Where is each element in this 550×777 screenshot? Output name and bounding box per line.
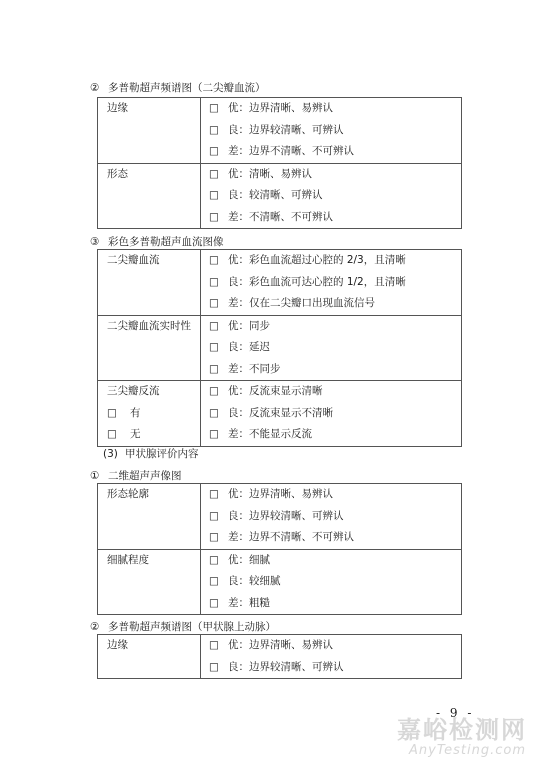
option-text: 良：较清晰、可辨认: [228, 189, 323, 201]
table-row: [98, 484, 462, 550]
watermark: [397, 716, 527, 758]
section-heading: [90, 80, 266, 95]
option-line: [209, 316, 461, 338]
checkbox[interactable]: □: [209, 596, 219, 609]
checkbox[interactable]: □: [209, 341, 219, 353]
page-number: - 9 -: [436, 706, 475, 720]
option-text: 差：不清晰、不可辨认: [228, 210, 333, 223]
option-text: 差：粗糙: [228, 596, 270, 609]
options-cell: [201, 163, 462, 229]
option-text: 良：较细腻: [228, 575, 281, 587]
heading-text: 彩色多普勒超声血流图像: [108, 236, 224, 248]
row-label-cell: [98, 163, 201, 229]
checkbox[interactable]: □: [107, 428, 117, 440]
option-text: 良：边界较清晰、可辨认: [228, 123, 344, 136]
checkbox[interactable]: □: [209, 406, 219, 419]
option-line: [209, 506, 461, 528]
checkbox[interactable]: □: [209, 145, 219, 157]
row-label: 二尖瓣血流实时性: [107, 319, 191, 332]
option-text: 差：不同步: [228, 362, 281, 375]
heading-text: 多普勒超声频谱图（甲状腺上动脉）: [108, 621, 276, 633]
row-label-cell: [98, 381, 201, 447]
heading-number: ②: [90, 621, 100, 633]
checkbox[interactable]: □: [209, 488, 219, 500]
option-text: 良：边界较清晰、可辨认: [228, 660, 344, 673]
table-row: [98, 635, 462, 679]
watermark-en: AnyTesting.com: [409, 743, 527, 758]
option-text: 优：彩色血流超过心腔的 2/3，且清晰: [228, 254, 406, 266]
row-label-cell: [98, 635, 201, 679]
checkbox[interactable]: □: [209, 297, 219, 309]
checkbox[interactable]: □: [209, 102, 219, 114]
option-text: 差：边界不清晰、不可辨认: [228, 531, 354, 543]
heading-number: ②: [90, 82, 100, 94]
option-text: 良：反流束显示不清晰: [228, 406, 333, 419]
row-label-cell: [98, 549, 201, 615]
option-text: 差：边界不清晰、不可辨认: [228, 145, 354, 157]
watermark-cn: 嘉峪检测网: [397, 716, 527, 744]
option-text: 良：延迟: [228, 341, 270, 353]
option-line: [209, 250, 461, 272]
checkbox[interactable]: □: [209, 639, 219, 651]
option-line: [209, 120, 461, 142]
options-cell: [201, 549, 462, 615]
sub-option-text: 有: [130, 406, 141, 419]
checkbox[interactable]: □: [209, 362, 219, 375]
section-heading: [90, 619, 276, 634]
row-label: 形态: [107, 167, 128, 180]
options-cell: [201, 484, 462, 550]
heading-number: ③: [90, 236, 100, 248]
section-heading: [90, 468, 182, 483]
checkbox[interactable]: □: [209, 123, 219, 136]
options-cell: [201, 635, 462, 679]
checkbox[interactable]: □: [209, 254, 219, 266]
option-text: 良：边界较清晰、可辨认: [228, 509, 344, 522]
checkbox[interactable]: □: [209, 210, 219, 223]
row-label: 形态轮廓: [107, 488, 149, 500]
table-row: [98, 98, 462, 164]
checkbox[interactable]: □: [209, 319, 219, 332]
row-label: 三尖瓣反流: [107, 385, 160, 397]
checkbox[interactable]: □: [209, 189, 219, 201]
option-text: 优：边界清晰、易辨认: [228, 639, 333, 651]
evaluation-table: [97, 634, 462, 679]
table-row: [98, 549, 462, 615]
option-line: [209, 593, 461, 615]
table-row: [98, 250, 462, 316]
checkbox[interactable]: □: [209, 275, 219, 288]
checkbox[interactable]: □: [209, 167, 219, 180]
option-line: [209, 403, 461, 425]
table-row: [98, 315, 462, 381]
row-label-cell: [98, 250, 201, 316]
table-row: [98, 381, 462, 447]
checkbox[interactable]: □: [209, 509, 219, 522]
option-text: 优：同步: [228, 319, 270, 332]
option-text: 优：反流束显示清晰: [228, 385, 323, 397]
option-line: [209, 141, 461, 163]
options-cell: [201, 381, 462, 447]
option-text: 良：彩色血流可达心腔的 1/2，且清晰: [228, 275, 406, 288]
row-label: 边缘: [107, 639, 128, 651]
option-line: [209, 207, 461, 229]
option-line: [209, 550, 461, 572]
sub-option-line: [107, 403, 200, 425]
row-label-cell: [98, 98, 201, 164]
option-text: 优：边界清晰、易辨认: [228, 102, 333, 114]
row-label-cell: [98, 484, 201, 550]
options-cell: [201, 315, 462, 381]
option-line: [209, 359, 461, 381]
option-line: [209, 337, 461, 359]
evaluation-table: [97, 483, 462, 615]
row-label-cell: [98, 315, 201, 381]
option-line: [209, 635, 461, 657]
option-line: [209, 657, 461, 679]
checkbox[interactable]: □: [209, 531, 219, 543]
option-line: [209, 293, 461, 315]
section-heading: [90, 234, 224, 249]
checkbox[interactable]: □: [209, 385, 219, 397]
heading-number: (3): [103, 448, 118, 460]
heading-number: ①: [90, 470, 100, 482]
checkbox[interactable]: □: [209, 575, 219, 587]
option-line: [209, 571, 461, 593]
row-label: 二尖瓣血流: [107, 254, 160, 266]
evaluation-table: [97, 249, 462, 447]
evaluation-table: [97, 97, 462, 229]
option-text: 优：清晰、易辨认: [228, 167, 312, 180]
heading-text: 二维超声声像图: [108, 470, 182, 482]
option-line: [209, 185, 461, 207]
sub-option-text: 无: [130, 428, 141, 440]
option-line: [209, 484, 461, 506]
section-heading: [103, 446, 199, 461]
checkbox[interactable]: □: [209, 428, 219, 440]
option-text: 差：仅在二尖瓣口出现血流信号: [228, 297, 375, 309]
row-label: 细腻程度: [107, 553, 149, 566]
option-text: 差：不能显示反流: [228, 428, 312, 440]
option-text: 优：细腻: [228, 553, 270, 566]
row-label: 边缘: [107, 102, 128, 114]
option-text: 优：边界清晰、易辨认: [228, 488, 333, 500]
options-cell: [201, 98, 462, 164]
option-line: [209, 424, 461, 446]
heading-text: 甲状腺评价内容: [125, 448, 199, 460]
option-line: [209, 98, 461, 120]
option-line: [209, 272, 461, 294]
option-line: [209, 527, 461, 549]
options-cell: [201, 250, 462, 316]
checkbox[interactable]: □: [209, 553, 219, 566]
option-line: [209, 381, 461, 403]
sub-option-line: [107, 424, 200, 446]
checkbox[interactable]: □: [107, 406, 117, 419]
checkbox[interactable]: □: [209, 660, 219, 673]
option-line: [209, 164, 461, 186]
heading-text: 多普勒超声频谱图（二尖瓣血流）: [108, 82, 266, 94]
table-row: [98, 163, 462, 229]
